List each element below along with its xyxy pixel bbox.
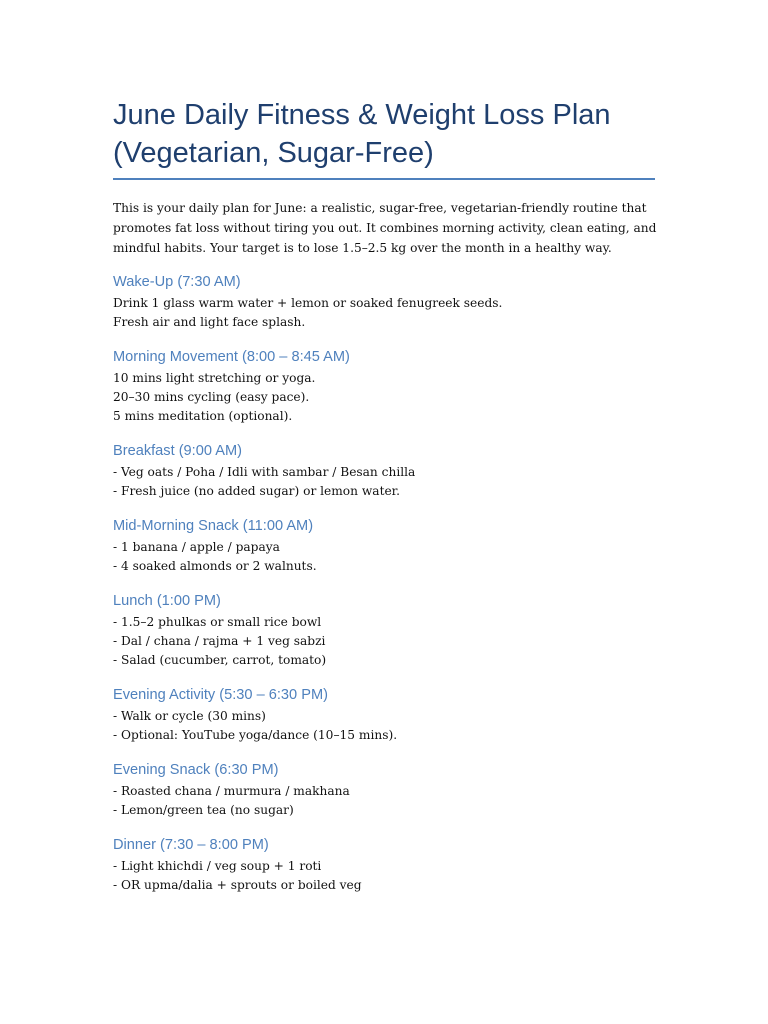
- section-line: - Veg oats / Poha / Idli with sambar / Besan chilla: [113, 465, 416, 479]
- intro-line: This is your daily plan for June: a realistic, sugar-free, vegetarian-friendly routine that: [113, 201, 647, 215]
- section-heading: Lunch (1:00 PM): [113, 593, 221, 609]
- section-line: - Walk or cycle (30 mins): [113, 709, 266, 723]
- document-page: [113, 96, 658, 909]
- section-line: 10 mins light stretching or yoga.: [113, 371, 316, 385]
- section-line: - Fresh juice (no added sugar) or lemon water.: [113, 484, 401, 498]
- schedule-section: [113, 346, 658, 426]
- section-heading: Breakfast (9:00 AM): [113, 443, 242, 459]
- section-line: - OR upma/dalia + sprouts or boiled veg: [113, 878, 362, 892]
- schedule-sections: [113, 271, 658, 895]
- section-line: - Salad (cucumber, carrot, tomato): [113, 653, 327, 667]
- section-line: - 4 soaked almonds or 2 walnuts.: [113, 559, 317, 573]
- section-heading: Mid-Morning Snack (11:00 AM): [113, 518, 314, 534]
- section-line: - Optional: YouTube yoga/dance (10–15 mins).: [113, 728, 398, 742]
- section-line: - Roasted chana / murmura / makhana: [113, 784, 350, 798]
- section-line: Drink 1 glass warm water + lemon or soaked fenugreek seeds.: [113, 296, 503, 310]
- intro-line: promotes fat loss without tiring you out. It combines morning activity, clean eating, and: [113, 221, 657, 235]
- intro-line: mindful habits. Your target is to lose 1.5–2.5 kg over the month in a healthy way.: [113, 241, 612, 255]
- title-line-2: (Vegetarian, Sugar-Free): [113, 137, 434, 169]
- title-line-1: June Daily Fitness & Weight Loss Plan: [113, 99, 611, 131]
- schedule-section: [113, 834, 658, 895]
- section-line: - Dal / chana / rajma + 1 veg sabzi: [113, 634, 326, 648]
- schedule-section: [113, 684, 658, 745]
- section-line: 5 mins meditation (optional).: [113, 409, 293, 423]
- intro-paragraph: [113, 198, 658, 258]
- section-heading: Dinner (7:30 – 8:00 PM): [113, 837, 269, 853]
- section-heading: Morning Movement (8:00 – 8:45 AM): [113, 349, 350, 365]
- section-line: Fresh air and light face splash.: [113, 315, 306, 329]
- schedule-section: [113, 271, 658, 332]
- section-line: - Light khichdi / veg soup + 1 roti: [113, 859, 322, 873]
- section-line: 20–30 mins cycling (easy pace).: [113, 390, 310, 404]
- section-line: - Lemon/green tea (no sugar): [113, 803, 294, 817]
- schedule-section: [113, 515, 658, 576]
- section-line: - 1.5–2 phulkas or small rice bowl: [113, 615, 322, 629]
- section-line: - 1 banana / apple / papaya: [113, 540, 280, 554]
- document-title: [113, 96, 658, 178]
- schedule-section: [113, 590, 658, 670]
- section-heading: Evening Activity (5:30 – 6:30 PM): [113, 687, 328, 703]
- schedule-section: [113, 759, 658, 820]
- section-heading: Wake-Up (7:30 AM): [113, 274, 241, 290]
- schedule-section: [113, 440, 658, 501]
- section-heading: Evening Snack (6:30 PM): [113, 762, 279, 778]
- title-divider: [113, 178, 655, 180]
